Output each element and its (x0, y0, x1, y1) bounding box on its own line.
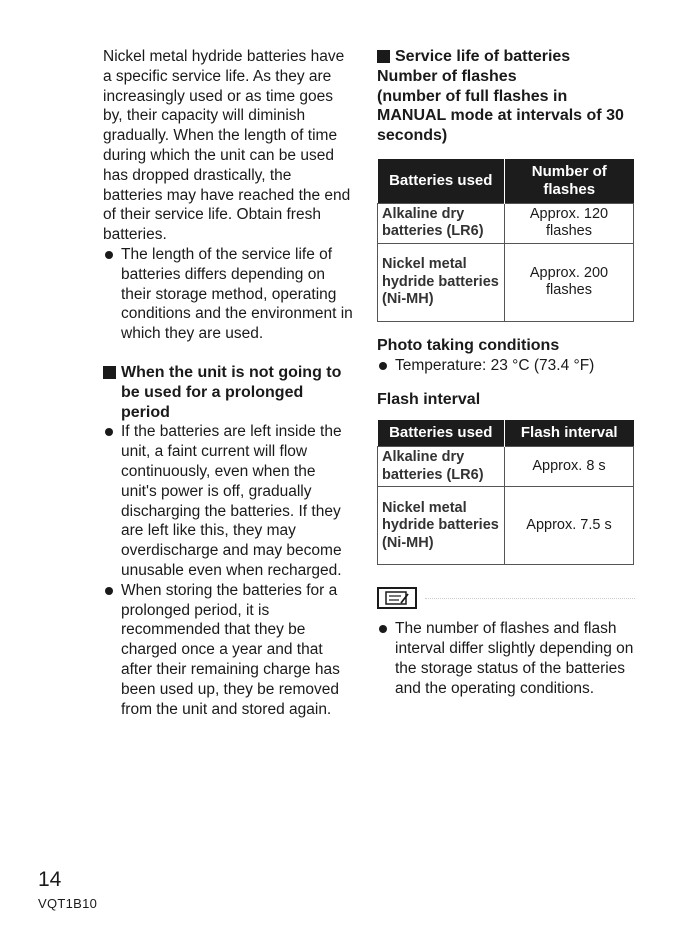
section-heading-service-life (377, 47, 635, 67)
bullet-storing: When storing the batteries for a prolonged period, it is recommended that they be charged once a year and that after their remaining charge has been used up, they be removed from the unit and stored again. (103, 581, 355, 720)
number-of-flashes-heading: Number of flashes (377, 67, 517, 85)
bullet-faint-current: If the batteries are left inside the unit, a faint current will flow continuously, even when the unit's power is off, gradually discharging the batteries. If they are left like this, they may overdischarge and may become unusable even when recharged. (103, 422, 355, 580)
table-cell-value: Approx. 200 flashes (505, 243, 634, 321)
right-column (377, 47, 635, 699)
table-cell-type: Alkaline dry batteries (LR6) (378, 447, 505, 487)
bullet-temperature: Temperature: 23 °C (73.4 °F) (377, 356, 635, 376)
page-number: 14 (38, 868, 62, 891)
section-heading-prolonged (103, 363, 355, 422)
bullet-note: The number of flashes and flash interval differ slightly depending on the storage status of the batteries and the operating conditions. (377, 619, 635, 698)
section-heading-service-life-text: Service life of batteries (395, 48, 571, 65)
intro-paragraph: Nickel metal hydride batteries have a specific service life. As they are increasingly used or as time goes by, their capacity will diminish gradually. When the length of time during which the unit can be used has dropped drastically, the batteries may have reached the end of their service life. Obtain fresh batteries. (103, 48, 351, 244)
note-header (377, 587, 635, 611)
table-header-flashes: Number of flashes (505, 159, 634, 204)
table-row (378, 487, 634, 565)
photo-conditions-heading: Photo taking conditions (377, 336, 560, 354)
flash-interval-table (377, 420, 634, 565)
table-row (378, 243, 634, 321)
square-bullet-icon (377, 50, 390, 63)
model-code: VQT1B10 (38, 896, 98, 911)
table-header-batteries: Batteries used (378, 159, 505, 204)
table-cell-type: Nickel metal hydride batteries (Ni-MH) (378, 243, 505, 321)
table-row (378, 203, 634, 243)
table-cell-value: Approx. 120 flashes (505, 203, 634, 243)
flash-conditions-heading: (number of full flashes in MANUAL mode at intervals of 30 seconds) (377, 87, 624, 145)
flash-interval-heading: Flash interval (377, 390, 481, 408)
memo-icon-glyph (379, 589, 415, 607)
square-bullet-icon (103, 366, 116, 379)
table-cell-type: Alkaline dry batteries (LR6) (378, 203, 505, 243)
memo-icon (377, 587, 417, 609)
table-cell-value: Approx. 7.5 s (505, 487, 634, 565)
table-row (378, 447, 634, 487)
table-header-batteries: Batteries used (378, 420, 505, 447)
flashes-table (377, 159, 634, 322)
note-divider (425, 598, 635, 599)
table-cell-value: Approx. 8 s (505, 447, 634, 487)
left-column (103, 47, 355, 719)
bullet-service-life: The length of the service life of batteries differs depending on their storage method, operating conditions and the environment in which they are used. (103, 245, 355, 344)
table-header-interval: Flash interval (505, 420, 634, 447)
section-heading-prolonged-text: When the unit is not going to be used for a prolonged period (121, 363, 342, 421)
table-cell-type: Nickel metal hydride batteries (Ni-MH) (378, 487, 505, 565)
